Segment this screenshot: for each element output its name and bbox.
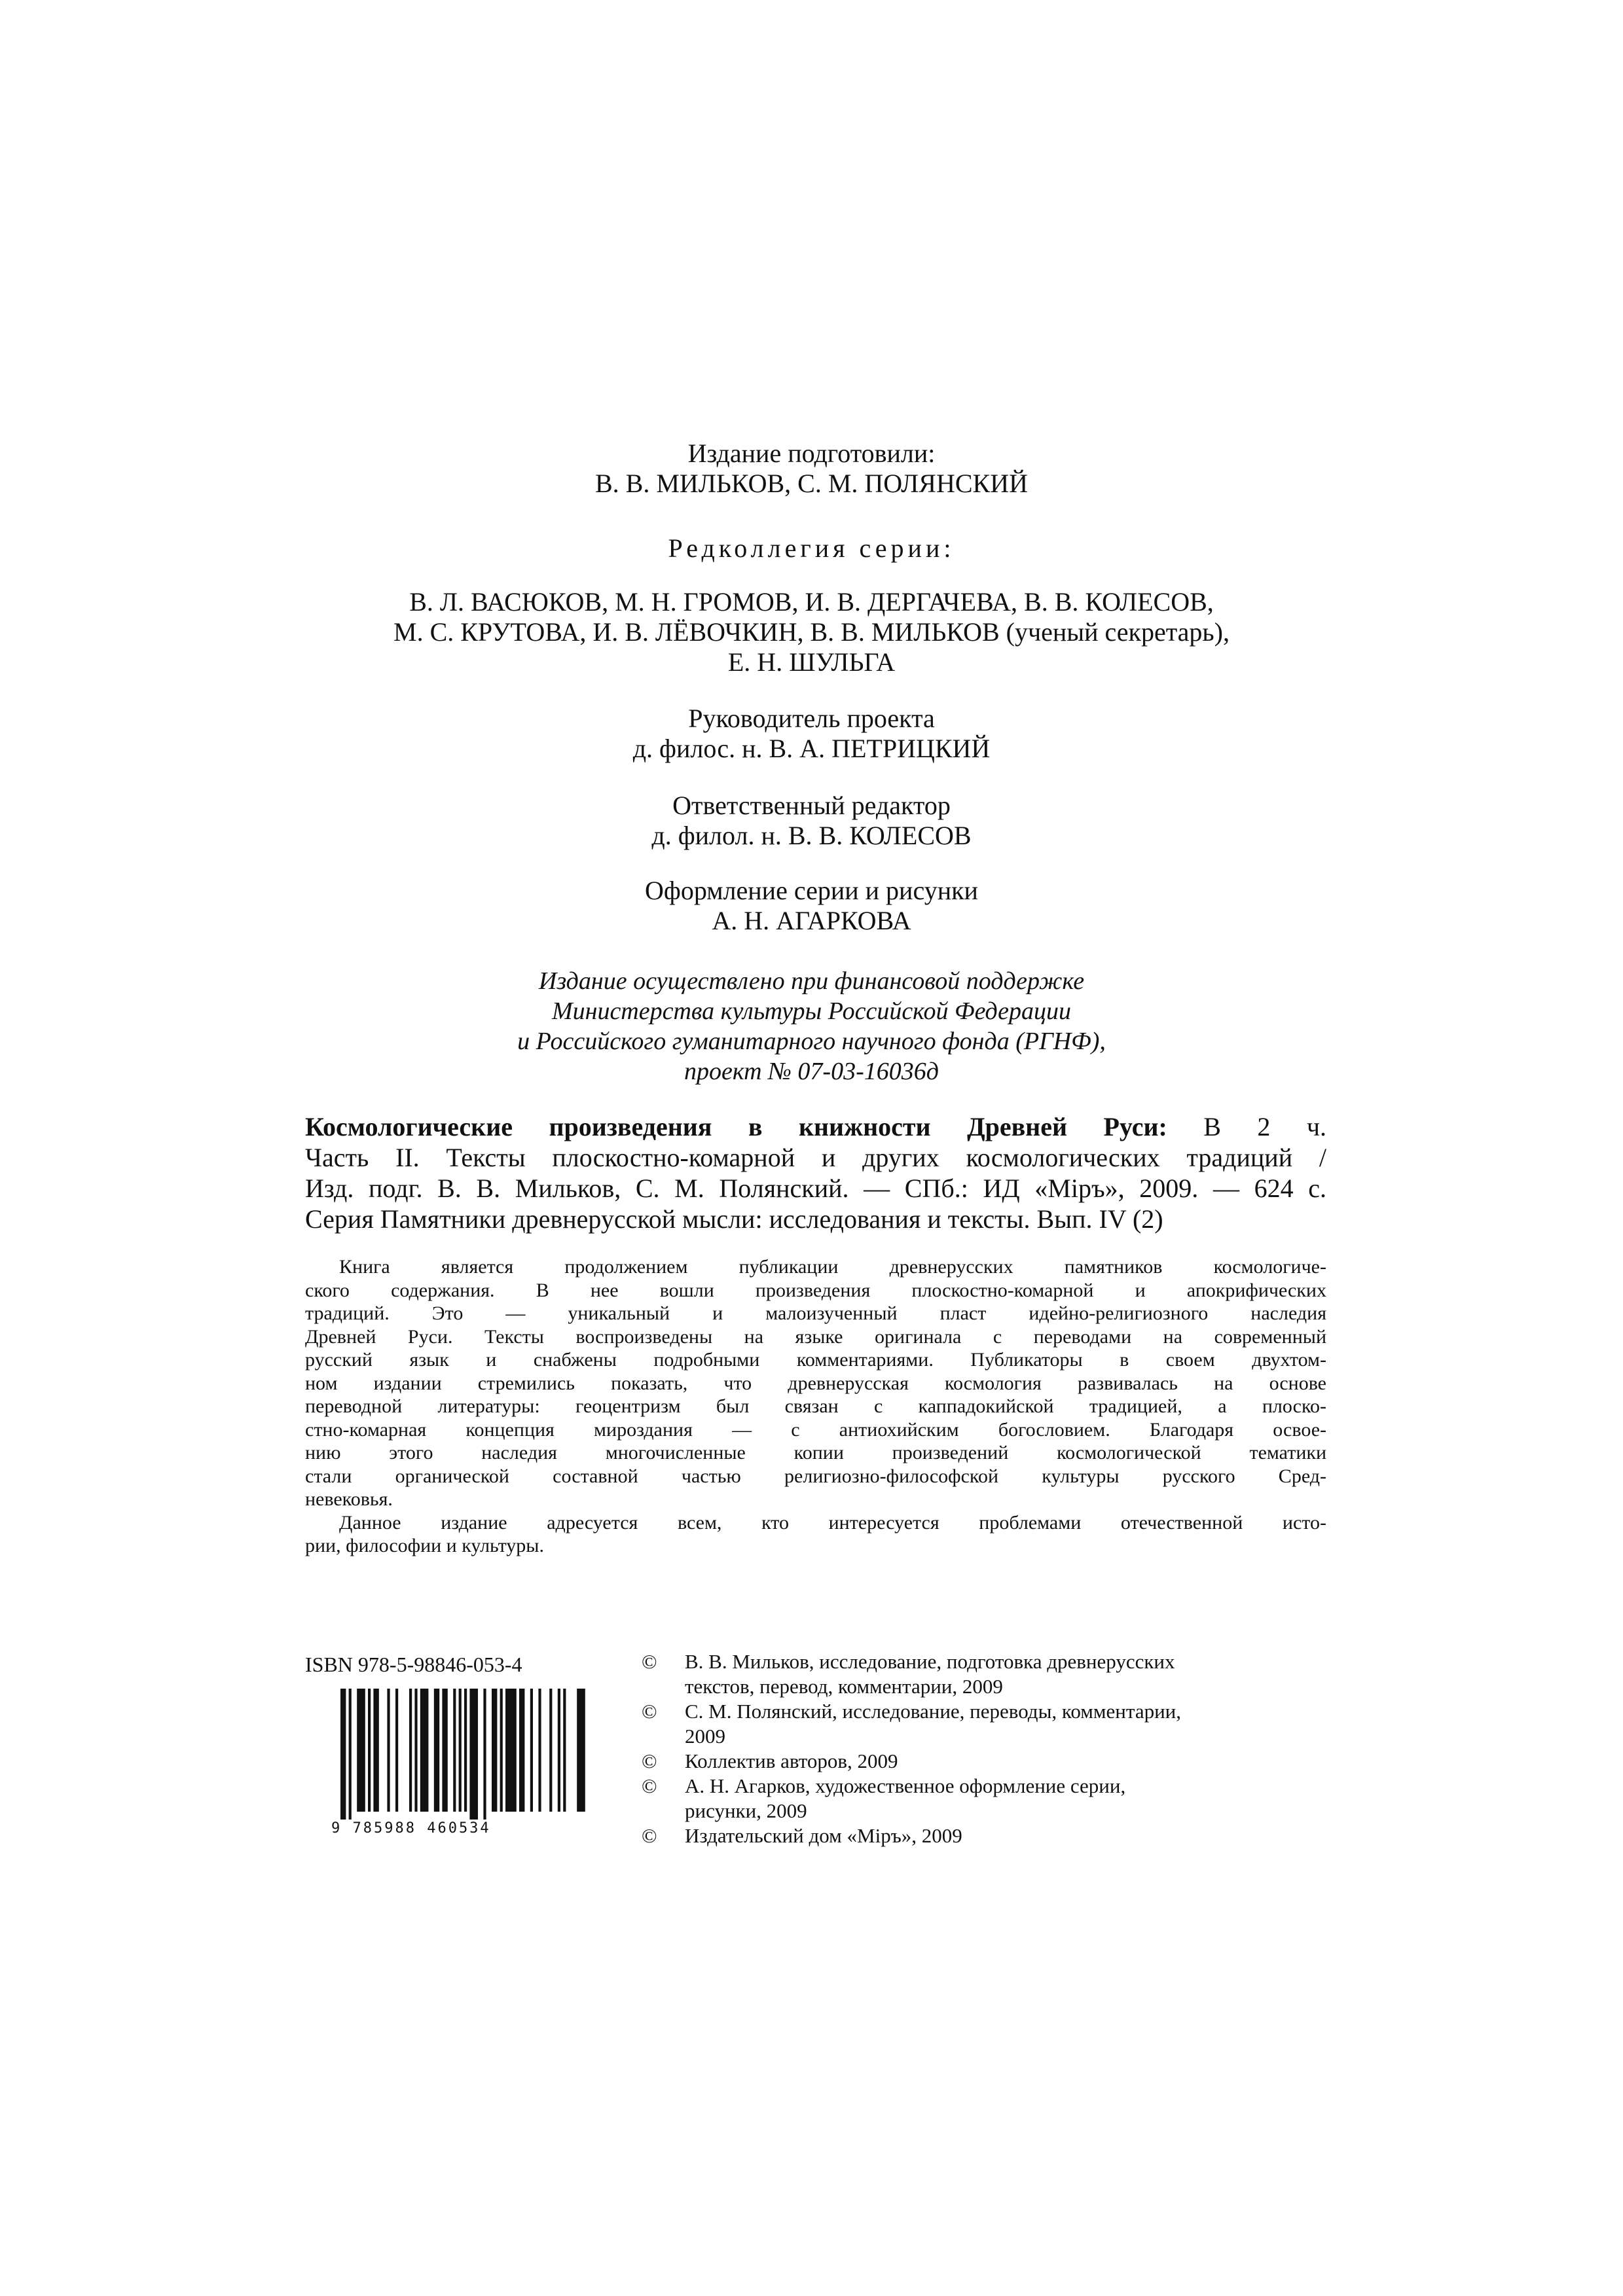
editor-section	[0, 791, 1623, 851]
barcode-bar	[519, 1689, 524, 1812]
barcode-bar	[368, 1689, 371, 1812]
editorial-board-line: М. С. КРУТОВА, И. В. ЛЁВОЧКИН, В. В. МИЛЬКОВ (ученый секретарь),	[393, 617, 1230, 647]
abstract-line: стали органической составной частью религиозно-философской культуры русского Сред-	[305, 1465, 1326, 1487]
barcode-bar	[483, 1689, 486, 1820]
editor-heading: Ответственный редактор	[672, 791, 951, 820]
funding-note-line: проект № 07-03-16036д	[684, 1058, 939, 1085]
citation-line: Серия Памятники древнерусской мысли: исследования и тексты. Вып. IV (2)	[305, 1204, 1163, 1234]
barcode-bar	[420, 1689, 429, 1812]
copyright-line: текстов, перевод, комментарии, 2009	[685, 1675, 1003, 1698]
prepared-by-section	[0, 439, 1623, 499]
design-heading: Оформление серии и рисунки	[645, 876, 978, 905]
barcode-bar	[505, 1689, 517, 1812]
isbn: ISBN 978-5-98846-053-4	[305, 1653, 522, 1676]
prepared-by-heading: Издание подготовили:	[687, 439, 936, 468]
abstract-line: Книга является продолжением публикации древнерусских памятников космологиче-	[339, 1256, 1326, 1278]
funding-note-line: Министерства культуры Российской Федерации	[551, 997, 1072, 1025]
copyright-entry	[642, 1749, 1336, 1774]
abstract-line: ского содержания. В нее вошли произведения плоскостно-комарной и апокрифических	[305, 1279, 1326, 1301]
abstract-line: переводной литературы: геоцентризм был связан с каппадокийской традицией, а плоско-	[305, 1395, 1326, 1417]
barcode-bar	[530, 1689, 533, 1812]
project-head-section	[0, 704, 1623, 764]
abstract-line: традиций. Это — уникальный и малоизученный пласт идейно-религиозного наследия	[305, 1302, 1326, 1324]
barcode-bar	[577, 1689, 585, 1812]
citation-line: Часть II. Тексты плоскостно-комарной и других космологических традиций /	[305, 1143, 1326, 1172]
barcode-bar	[558, 1689, 560, 1812]
editorial-board-line: Е. Н. ШУЛЬГА	[727, 647, 896, 677]
barcode-bar	[373, 1689, 378, 1812]
abstract-line: стно-комарная концепция мироздания — с антиохийским богословием. Благодаря освое-	[305, 1418, 1326, 1441]
copyright-symbol: ©	[642, 1700, 657, 1723]
barcode-bar	[469, 1689, 478, 1820]
project-head-heading: Руководитель проекта	[688, 704, 935, 733]
copyright-symbol: ©	[642, 1774, 657, 1797]
citation-title: Космологические произведения в книжности Древней Руси:	[305, 1112, 1167, 1141]
copyright-entry	[642, 1649, 1336, 1699]
barcode-bar	[442, 1689, 447, 1812]
editor-name: д. филол. н. В. В. КОЛЕСОВ	[651, 821, 972, 850]
funding-note-line: и Российского гуманитарного научного фонда (РГНФ),	[517, 1028, 1106, 1055]
copyright-list	[642, 1649, 1336, 1848]
abstract-line: русский язык и снабжены подробными комментариями. Публикаторы в своем двухтом-	[305, 1349, 1326, 1371]
copyright-entry	[642, 1699, 1336, 1749]
editorial-board-heading: Редколлегия серии:	[668, 533, 955, 563]
copyright-line: С. М. Полянский, исследование, переводы, комментарии,	[685, 1700, 1182, 1723]
barcode	[337, 1689, 587, 1820]
copyright-symbol: ©	[642, 1650, 657, 1673]
copyright-line: А. Н. Агарков, художественное оформление серии,	[685, 1774, 1126, 1797]
citation-volumes: В 2 ч.	[1167, 1112, 1327, 1141]
design-section	[0, 876, 1623, 936]
barcode-bar	[414, 1689, 417, 1812]
barcode-bar	[492, 1689, 497, 1812]
barcode-bar	[357, 1689, 365, 1812]
funding-note	[0, 966, 1623, 1086]
copyright-line: 2009	[685, 1725, 725, 1748]
abstract-line: нию этого наследия многочисленные копии произведений космологической тематики	[305, 1442, 1326, 1463]
barcode-bar	[387, 1689, 390, 1812]
barcode-bar	[340, 1689, 346, 1820]
barcode-bar	[563, 1689, 566, 1812]
abstract	[305, 1255, 1326, 1558]
project-head-name: д. филос. н. В. А. ПЕТРИЦКИЙ	[632, 734, 991, 763]
barcode-bar	[409, 1689, 412, 1812]
copyright-entry	[642, 1823, 1336, 1848]
barcode-graphic	[337, 1689, 587, 1820]
barcode-bar	[349, 1689, 352, 1820]
barcode-bar	[453, 1689, 456, 1812]
copyright-symbol: ©	[642, 1749, 657, 1772]
design-name: А. Н. АГАРКОВА	[712, 906, 911, 935]
copyright-line: рисунки, 2009	[685, 1799, 807, 1822]
abstract-line: ном издании стремились показать, что древнерусская космология развивалась на основе	[305, 1372, 1326, 1394]
barcode-bar	[500, 1689, 503, 1812]
editorial-board-members	[0, 587, 1623, 677]
barcode-bar	[459, 1689, 462, 1812]
copyright-line: Коллектив авторов, 2009	[685, 1749, 898, 1772]
copyright-symbol: ©	[642, 1824, 657, 1847]
barcode-bar	[434, 1689, 439, 1812]
barcode-digits: 9 785988 460534	[331, 1820, 491, 1837]
abstract-line: Древней Руси. Тексты воспроизведены на языке оригинала с переводами на современный	[305, 1325, 1326, 1348]
copyright-line: В. В. Мильков, исследование, подготовка древнерусских	[685, 1650, 1175, 1673]
barcode-bar	[395, 1689, 398, 1812]
copyright-entry	[642, 1774, 1336, 1823]
barcode-bar	[464, 1689, 467, 1812]
copyright-line: Издательский дом «Міръ», 2009	[685, 1824, 962, 1847]
abstract-line: невековья.	[305, 1488, 393, 1510]
editorial-board-line: В. Л. ВАСЮКОВ, М. Н. ГРОМОВ, И. В. ДЕРГАЧЕВА, В. В. КОЛЕСОВ,	[409, 587, 1214, 617]
barcode-bar	[538, 1689, 541, 1812]
abstract-line: рии, философии и культуры.	[305, 1535, 544, 1556]
citation-title-row	[305, 1111, 1326, 1142]
prepared-by-names: В. В. МИЛЬКОВ, С. М. ПОЛЯНСКИЙ	[594, 469, 1028, 498]
funding-note-line: Издание осуществлено при финансовой поддержке	[538, 967, 1085, 995]
editorial-board-section	[0, 533, 1623, 564]
bibliographic-citation	[305, 1111, 1326, 1234]
barcode-bar	[549, 1689, 552, 1812]
abstract-line: Данное издание адресуется всем, кто интересуется проблемами отечественной исто-	[339, 1511, 1326, 1534]
citation-line: Изд. подг. В. В. Мильков, С. М. Полянский. — СПб.: ИД «Міръ», 2009. — 624 с.	[305, 1174, 1326, 1203]
